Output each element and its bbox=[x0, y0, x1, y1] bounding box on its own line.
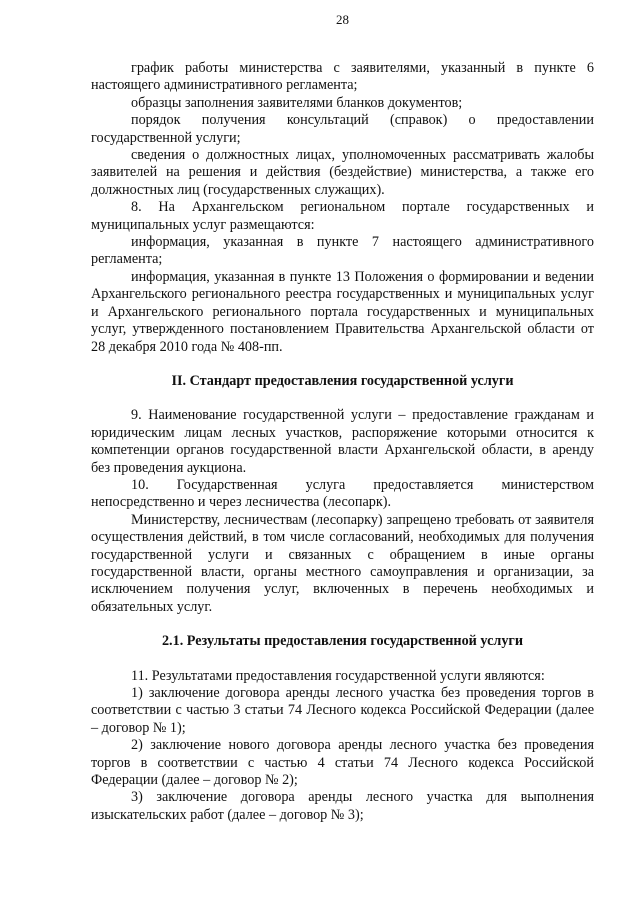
paragraph: сведения о должностных лицах, уполномоченных рассматривать жалобы заявителей на решения и действия (бездействие) министерства, а также его должностных лиц (государственных служащих). bbox=[91, 147, 594, 198]
paragraph: 8. На Архангельском региональном портале государственных и муниципальных услуг размещаются: bbox=[91, 199, 594, 233]
section-heading-standard: II. Стандарт предоставления государственной услуги bbox=[171, 372, 514, 389]
paragraph: Министерству, лесничествам (лесопарку) запрещено требовать от заявителя осуществления действий, в том числе согласований, необходимых для получения государственной услуги и связанных с обращением в иные органы государственной власти, органы местного самоуправления и организации, за исключением получения услуг, включенных в перечень необходимых и обязательных услуг. bbox=[91, 511, 594, 615]
paragraph: информация, указанная в пункте 13 Положения о формировании и ведении Архангельского регионального реестра государственных и муниципальных услуг и Архангельского регионального портала государственных и муниципальных услуг, утвержденного постановлением Правительства Архангельской области от 28 декабря 2010 года № 408-пп. bbox=[91, 268, 594, 355]
paragraph: информация, указанная в пункте 7 настоящего административного регламента; bbox=[91, 234, 594, 268]
paragraph: 9. Наименование государственной услуги – предоставление гражданам и юридическим лицам лесных участков, распоряжение которыми относится к компетенции органов государственной власти Архангельской области, в аренду без проведения аукциона. bbox=[91, 407, 594, 476]
paragraph: график работы министерства с заявителями, указанный в пункте 6 настоящего административного регламента; bbox=[91, 60, 594, 94]
paragraph: 10. Государственная услуга предоставляется министерством непосредственно и через лесничества (лесопарк). bbox=[91, 476, 594, 511]
paragraph: 1) заключение договора аренды лесного участка без проведения торгов в соответствии с частью 3 статьи 74 Лесного кодекса Российской Федерации (далее – договор № 1); bbox=[91, 685, 594, 736]
paragraph: 3) заключение договора аренды лесного участка для выполнения изыскательских работ (далее – договор № 3); bbox=[91, 789, 594, 823]
document-body bbox=[91, 60, 594, 824]
page-number: 28 bbox=[336, 12, 349, 27]
section-heading-results: 2.1. Результаты предоставления государственной услуги bbox=[161, 633, 524, 650]
paragraph: 2) заключение нового договора аренды лесного участка без проведения торгов в соответствии с частью 4 статьи 74 Лесного кодекса Российской Федерации (далее – договор № 2); bbox=[91, 737, 594, 789]
paragraph: образцы заполнения заявителями бланков документов; bbox=[131, 94, 463, 111]
paragraph: порядок получения консультаций (справок) о предоставлении государственной услуги; bbox=[91, 112, 594, 146]
paragraph: 11. Результатами предоставления государственной услуги являются: bbox=[131, 667, 545, 684]
